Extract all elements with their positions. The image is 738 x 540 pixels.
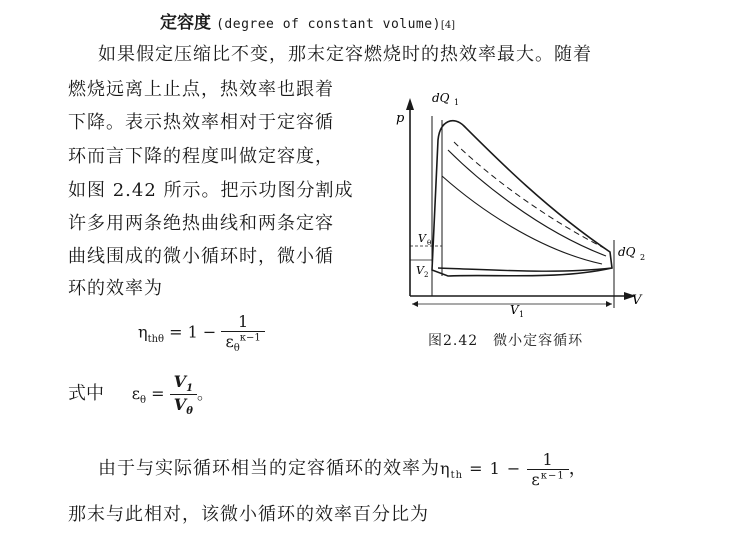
- formula2-fraction: [170, 372, 197, 417]
- figure-caption: 图2.42 微小定容循环: [428, 333, 584, 349]
- paragraph-line-4: 环而言下降的程度叫做定容度，: [68, 146, 334, 167]
- pv-diagram-figure: [388, 80, 658, 320]
- p-axis-arrow: [406, 98, 414, 110]
- paragraph2-den-sup: κ−1: [540, 470, 565, 482]
- compression-curve: [438, 268, 612, 271]
- paragraph2-lhs-sub: th: [450, 470, 464, 482]
- paragraph2-line: [98, 450, 588, 489]
- heading-term: 定容度: [160, 13, 211, 33]
- section-heading: [160, 8, 455, 33]
- formula1-eq: = 1 −: [169, 322, 217, 342]
- paragraph2-fraction: [527, 450, 568, 489]
- label-dq1-sub: 1: [454, 98, 460, 107]
- paragraph2-den-base: ε: [531, 470, 541, 489]
- formula2-suffix: 。: [197, 384, 214, 404]
- formula1-fraction: [221, 312, 264, 354]
- label-v-axis: V: [632, 293, 642, 308]
- formula2-lhs-sub: θ: [140, 395, 147, 407]
- paragraph2-lhs: η: [440, 459, 451, 478]
- formula2-num: V: [173, 372, 187, 391]
- label-p: p: [396, 111, 405, 126]
- dimension-v1-arrow-right: [606, 301, 612, 307]
- label-dq2-sub: 2: [640, 253, 646, 262]
- paragraph-line-6: 许多用两条绝热曲线和两条定容: [68, 213, 334, 234]
- label-v1: V: [510, 303, 519, 317]
- dimension-v1-arrow-left: [412, 301, 418, 307]
- formula2-den-sub: θ: [186, 406, 193, 418]
- formula1-den-base: ε: [225, 332, 234, 351]
- label-v2: V: [416, 264, 424, 277]
- label-dq2: dQ: [618, 245, 636, 259]
- label-vtheta-sub: θ: [427, 239, 432, 247]
- paragraph2-eq: = 1 −: [469, 459, 522, 478]
- adiabatic-curve-inner-1: [448, 150, 606, 256]
- label-v2-sub: 2: [424, 271, 429, 279]
- label-dq1: dQ: [432, 91, 450, 105]
- paragraph2-numerator: 1: [527, 450, 568, 470]
- cycle-outline: [432, 121, 612, 276]
- paragraph-line-5: 如图 2.42 所示。把示功图分割成: [68, 180, 354, 201]
- where-clause: [68, 372, 213, 417]
- formula1-lhs: η: [138, 322, 148, 342]
- formula2-den: V: [173, 395, 187, 415]
- formula1-numerator: 1: [221, 312, 264, 332]
- formula2-num-sub: 1: [186, 383, 194, 395]
- paragraph-line-8: 环的效率为: [68, 278, 163, 299]
- formula1-den-sub: θ: [233, 343, 240, 355]
- formula2-lhs: ε: [131, 384, 141, 404]
- paragraph-line-1: 如果假定压缩比不变，那末定容燃烧时的热效率最大。随着: [98, 44, 592, 65]
- paragraph3-line: 那末与此相对，该微小循环的效率百分比为: [68, 504, 429, 525]
- heading-reference: [4]: [440, 20, 456, 31]
- efficiency-formula: [138, 312, 265, 354]
- adiabatic-curve-inner-2: [442, 176, 602, 264]
- paragraph2-suffix: ，: [568, 458, 588, 479]
- paragraph-line-3: 下降。表示热效率相对于定容循: [68, 112, 334, 133]
- label-vtheta: V: [418, 232, 426, 245]
- paragraph2-text: 由于与实际循环相当的定容循环的效率为: [98, 458, 440, 479]
- heading-english: (degree of constant volume): [216, 17, 441, 32]
- label-v1-sub: 1: [519, 310, 525, 319]
- formula1-den-sup: κ−1: [239, 332, 261, 344]
- formula2-eq: =: [151, 384, 165, 404]
- paragraph-line-7: 曲线围成的微小循环时，微小循: [68, 246, 334, 267]
- paragraph-line-2: 燃烧远离上止点，热效率也跟着: [68, 79, 334, 100]
- formula2-prefix: 式中: [68, 383, 104, 405]
- formula1-lhs-sub: thθ: [147, 333, 165, 345]
